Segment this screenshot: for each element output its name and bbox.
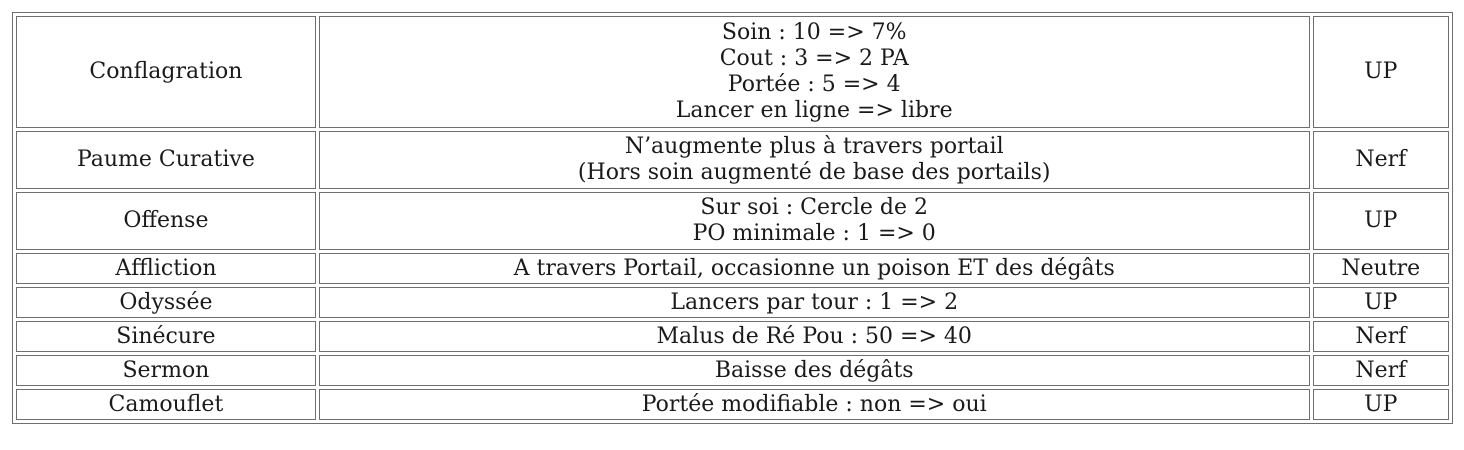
change-line: Cout : 3 => 2 PA (719, 46, 909, 71)
spell-change-cell (319, 131, 1310, 189)
verdict-cell: UP (1313, 287, 1449, 318)
spell-name-cell: Offense (16, 192, 316, 250)
change-line: Sur soi : Cercle de 2 (700, 195, 928, 220)
spell-change-cell (319, 287, 1310, 318)
verdict-cell: UP (1313, 16, 1449, 128)
spell-name-cell: Conflagration (16, 16, 316, 128)
change-line: Portée modifiable : non => oui (641, 391, 987, 417)
table-row (16, 16, 1449, 128)
table-row (16, 253, 1449, 284)
change-line: Malus de Ré Pou : 50 => 40 (656, 323, 972, 349)
change-line: A travers Portail, occasionne un poison ET des dégâts (513, 255, 1115, 281)
change-line: Lancer en ligne => libre (675, 98, 953, 123)
table-row (16, 131, 1449, 189)
spell-change-cell (319, 389, 1310, 420)
spell-name-cell: Odyssée (16, 287, 316, 318)
spell-change-cell (319, 16, 1310, 128)
verdict-cell: UP (1313, 192, 1449, 250)
verdict-cell: UP (1313, 389, 1449, 420)
spell-name-cell: Affliction (16, 253, 316, 284)
verdict-cell: Nerf (1313, 321, 1449, 352)
spell-changes-table (12, 12, 1453, 424)
spell-change-cell (319, 192, 1310, 250)
spell-name-cell: Paume Curative (16, 131, 316, 189)
verdict-cell: Nerf (1313, 355, 1449, 386)
table-row (16, 389, 1449, 420)
verdict-cell: Neutre (1313, 253, 1449, 284)
table-row (16, 192, 1449, 250)
verdict-cell: Nerf (1313, 131, 1449, 189)
change-line: PO minimale : 1 => 0 (692, 221, 936, 246)
spell-name-cell: Camouflet (16, 389, 316, 420)
change-line: Baisse des dégâts (714, 357, 914, 383)
change-line: Portée : 5 => 4 (727, 72, 901, 97)
spell-name-cell: Sinécure (16, 321, 316, 352)
spell-change-cell (319, 253, 1310, 284)
table-row (16, 321, 1449, 352)
table-row (16, 355, 1449, 386)
change-line: (Hors soin augmenté de base des portails) (577, 160, 1051, 185)
change-line: N’augmente plus à travers portail (624, 134, 1004, 159)
change-line: Soin : 10 => 7% (721, 20, 907, 45)
spell-change-cell (319, 355, 1310, 386)
spell-change-cell (319, 321, 1310, 352)
table-row (16, 287, 1449, 318)
spell-name-cell: Sermon (16, 355, 316, 386)
change-line: Lancers par tour : 1 => 2 (670, 289, 959, 315)
